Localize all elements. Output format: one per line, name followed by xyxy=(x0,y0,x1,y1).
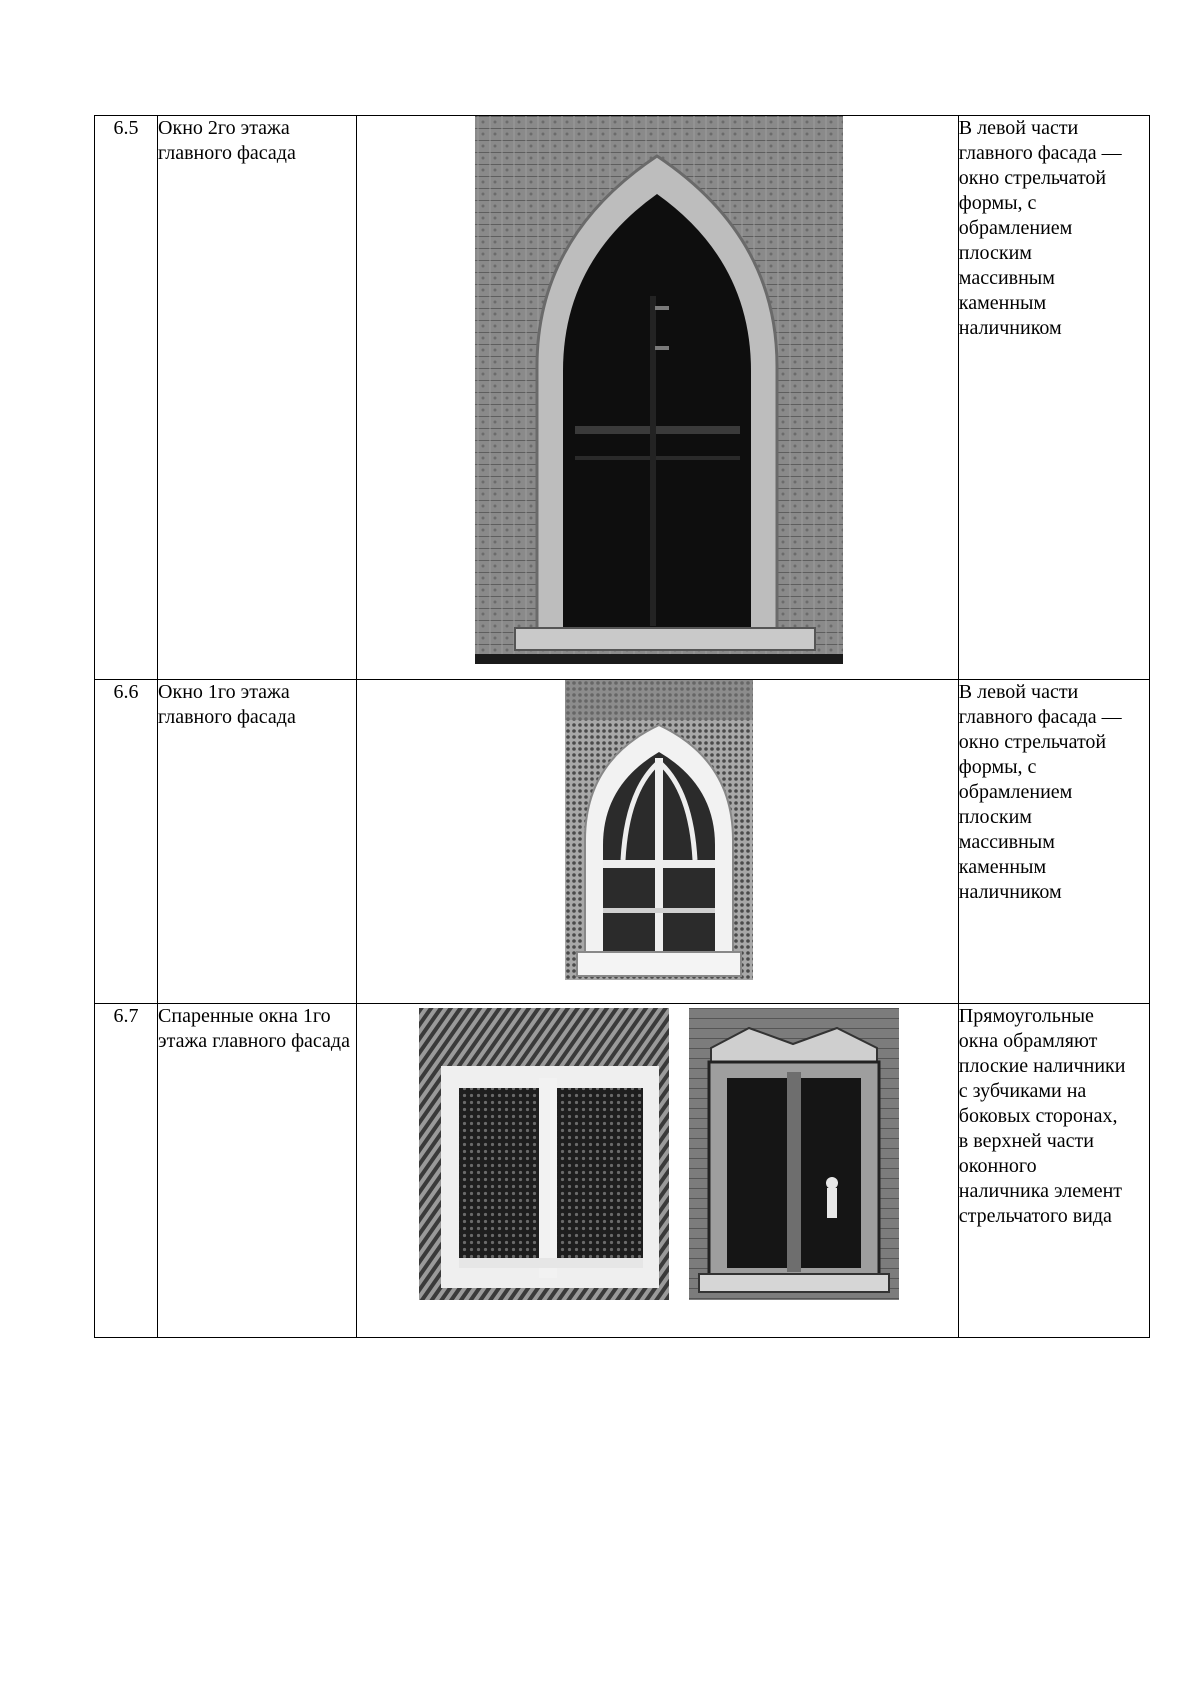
description-text: В левой части главного фасада — окно стрельчатой формы, с обрамлением плоским массивным каменным наличником xyxy=(958,117,1122,339)
paired-windows-photo-closeup xyxy=(419,1008,669,1300)
element-name xyxy=(158,116,357,680)
description-text: Прямоугольные окна обрамляют плоские наличники с зубчиками на боковых сторонах, в верхней части оконного наличника элемент стрельчатого вида xyxy=(958,1005,1126,1227)
table-row xyxy=(95,1004,1150,1338)
photo-cell xyxy=(357,116,959,680)
gothic-window-photo-2nd-floor xyxy=(475,116,843,664)
photo-cell xyxy=(357,1004,959,1338)
element-name-text: Окно 1го этажа главного фасада xyxy=(158,681,296,728)
element-name xyxy=(158,1004,357,1338)
row-number: 6.7 xyxy=(95,1004,158,1338)
table-row xyxy=(95,680,1150,1004)
element-name-text: Спаренные окна 1го этажа главного фасада xyxy=(158,1005,350,1052)
table-row xyxy=(95,116,1150,680)
element-name xyxy=(158,680,357,1004)
description-cell xyxy=(958,1004,1149,1338)
facade-elements-table xyxy=(94,115,1150,1338)
element-name-text: Окно 2го этажа главного фасада xyxy=(158,117,296,164)
paired-windows-photo-full xyxy=(689,1008,899,1300)
description-text: В левой части главного фасада — окно стрельчатой формы, с обрамлением плоским массивным каменным наличником xyxy=(958,681,1122,903)
description-cell xyxy=(958,116,1149,680)
row-number: 6.5 xyxy=(95,116,158,680)
gothic-window-photo-1st-floor xyxy=(565,680,753,980)
photo-cell xyxy=(357,680,959,1004)
description-cell xyxy=(958,680,1149,1004)
row-number: 6.6 xyxy=(95,680,158,1004)
